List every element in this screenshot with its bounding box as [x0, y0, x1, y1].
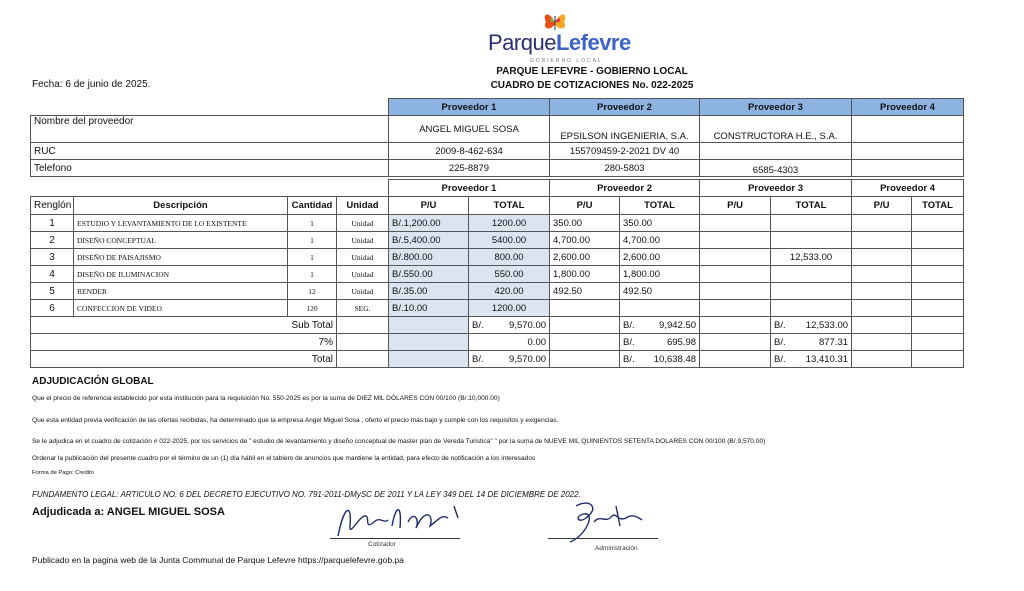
table-row: [31, 249, 964, 266]
cell-p1-pu: B/.800.00: [389, 249, 469, 266]
summary-cell: [469, 334, 550, 351]
cell-qty: 1: [288, 215, 337, 232]
cell-p4-total: [912, 215, 964, 232]
logo-subtitle: GOBIERNO LOCAL: [530, 58, 603, 64]
cell-p3-pu: [700, 249, 771, 266]
empty-cell: [852, 334, 912, 351]
summary-cell: Sub Total: [31, 317, 337, 334]
summary-cell: B/. 695.98: [620, 334, 700, 351]
signature-label-administracion: Administración: [595, 545, 638, 552]
empty-cell: [337, 317, 389, 334]
cell-p2-total: [620, 300, 700, 317]
cell-desc: ESTUDIO Y LEVANTAMIENTO DE LO EXISTENTE: [74, 215, 288, 232]
cell-unit: Unidad: [337, 283, 389, 300]
cell-n: 4: [31, 266, 74, 283]
cell-p1-total: 1200.00: [469, 215, 550, 232]
items-table: [30, 179, 964, 368]
cell-p4-pu: [852, 232, 912, 249]
cell-n: 1: [31, 215, 74, 232]
provider-header: Proveedor 3: [700, 180, 852, 197]
summary-cell: Total: [31, 351, 337, 368]
cell-unit: Unidad: [337, 249, 389, 266]
cell-qty: 1: [288, 266, 337, 283]
cell-n: 3: [31, 249, 74, 266]
forma-pago: Forma de Pago: Credito: [32, 470, 94, 476]
summary-cell: B/. 12,533.00: [771, 317, 852, 334]
cell-p3-total: 12,533.00: [771, 249, 852, 266]
cell-desc: DISEÑO DE PAISAJISMO: [74, 249, 288, 266]
cell-p2-total: 350.00: [620, 215, 700, 232]
cell-desc: RENDER: [74, 283, 288, 300]
summary-value: 12,533.00: [805, 319, 849, 331]
cell-unit: Unidad: [337, 232, 389, 249]
provider-header: Proveedor 2: [550, 180, 700, 197]
cell-p1-total: 800.00: [469, 249, 550, 266]
empty-cell: [700, 317, 771, 334]
summary-value: 695.98: [666, 336, 697, 348]
paragraph: Se le adjudica en el cuadro de cotización # 022-2025, por los servicios de " estudio de levantamiento y diseño conceptual de master plan de Vereda Turistica" " por la suma de NUEVE MIL QUINIENTOS SETENTA DOLARES CON 00/100 (B/.9,570.00): [32, 438, 766, 445]
cell-p1-pu: B/.35.00: [389, 283, 469, 300]
cell-n: 5: [31, 283, 74, 300]
provider-header: Proveedor 2: [550, 99, 700, 116]
cell-qty: 12: [288, 283, 337, 300]
cell-p4-pu: [852, 249, 912, 266]
cell-p4-total: [912, 300, 964, 317]
cell-p2-pu: 492.50: [550, 283, 620, 300]
empty-cell: [912, 317, 964, 334]
cell-p3-total: [771, 232, 852, 249]
cell-p1-total: 550.00: [469, 266, 550, 283]
signature-line: [330, 538, 460, 539]
summary-cell: B/. 9,570.00: [469, 351, 550, 368]
summary-row: [31, 351, 964, 368]
cell-unit: Unidad: [337, 266, 389, 283]
cell-p3-total: [771, 300, 852, 317]
paragraph: Que esta entidad previa verificación de las ofertas recibidas, ha determinado que la empresa Angel Miguel Sosa , ofertó el precio más bajo y cumple con los requisitos y exigencias.: [32, 417, 559, 424]
cell-n: 2: [31, 232, 74, 249]
empty-cell: [389, 351, 469, 368]
summary-cell: B/. 13,410.31: [771, 351, 852, 368]
provider-header: Proveedor 4: [852, 99, 964, 116]
empty-cell: [912, 334, 964, 351]
cell-p2-total: 492.50: [620, 283, 700, 300]
empty-cell: [700, 351, 771, 368]
logo: [480, 6, 650, 64]
adjudicacion-title: ADJUDICACIÓN GLOBAL: [32, 376, 154, 387]
table-row: [31, 266, 964, 283]
cell-p3-pu: [700, 283, 771, 300]
summary-row: [31, 334, 964, 351]
cell-p3-pu: [700, 215, 771, 232]
cell-qty: 120: [288, 300, 337, 317]
adjudicada-a: Adjudicada a: ANGEL MIGUEL SOSA: [32, 506, 225, 518]
summary-value: 9,570.00: [509, 353, 547, 365]
summary-cell: 7%: [31, 334, 337, 351]
table-row: [31, 283, 964, 300]
signature-label-cotizador: Cotizador: [368, 541, 396, 548]
cell-p3-pu: [700, 232, 771, 249]
cell-p2-pu: 350.00: [550, 215, 620, 232]
signature-administracion: [556, 496, 656, 548]
cell-p4-pu: [852, 266, 912, 283]
table-row: Nombre del proveedor ANGEL MIGUEL SOSA EPSILSON INGENIERIA, S.A. CONSTRUCTORA H.E., S.A.: [31, 116, 964, 143]
cell-desc: DISEÑO DE ILUMINACION: [74, 266, 288, 283]
signature-line: [548, 538, 658, 539]
cell-p2-pu: 4,700.00: [550, 232, 620, 249]
cell-p2-pu: [550, 300, 620, 317]
cell-p4-total: [912, 232, 964, 249]
empty-cell: [550, 317, 620, 334]
cell-p1-total: 1200.00: [469, 300, 550, 317]
provider-header: Proveedor 3: [700, 99, 852, 116]
provider-header: Proveedor 1: [389, 180, 550, 197]
summary-cell: B/. 10,638.48: [620, 351, 700, 368]
cell-p4-pu: [852, 300, 912, 317]
empty-cell: [550, 351, 620, 368]
cell-p1-pu: B/.5,400.00: [389, 232, 469, 249]
summary-value: 9,942.50: [659, 319, 697, 331]
empty-cell: [912, 351, 964, 368]
summary-row: [31, 317, 964, 334]
cell-p2-pu: 2,600.00: [550, 249, 620, 266]
cell-p3-pu: [700, 266, 771, 283]
summary-value: 13,410.31: [805, 353, 849, 365]
cell-unit: Unidad: [337, 215, 389, 232]
cell-p4-total: [912, 283, 964, 300]
empty-cell: [852, 351, 912, 368]
summary-cell: B/. 9,942.50: [620, 317, 700, 334]
empty-cell: [389, 317, 469, 334]
cell-p1-total: 5400.00: [469, 232, 550, 249]
logo-text: ParqueLefevre: [488, 30, 631, 55]
cell-p1-pu: B/.1,200.00: [389, 215, 469, 232]
document-date: Fecha: 6 de junio de 2025.: [32, 79, 151, 90]
table-header-row: Renglón Descripción Cantidad Unidad P/U TOTAL P/U TOTAL P/U TOTAL P/U TOTAL: [31, 197, 964, 215]
cell-desc: CONFECCION DE VIDEO: [74, 300, 288, 317]
document-title: PARQUE LEFEVRE - GOBIERNO LOCAL: [496, 66, 688, 77]
table-row: Telefono 225-8879 280-5803 6585-4303: [31, 160, 964, 177]
cell-p3-pu: [700, 300, 771, 317]
paragraph: Que el precio de referencia establecido por esta institución para la requisición No. 550-2025 es por la suma de DIEZ MIL DÓLARES CON 00/100 (B/.10,000.00): [32, 395, 500, 402]
cell-p4-pu: [852, 215, 912, 232]
cell-p2-pu: 1,800.00: [550, 266, 620, 283]
table-row: RUC 2009-8-462-634 155709459-2-2021 DV 40: [31, 143, 964, 160]
provider-header: Proveedor 4: [852, 180, 964, 197]
cell-p4-total: [912, 266, 964, 283]
cell-p2-total: 1,800.00: [620, 266, 700, 283]
cell-p2-total: 2,600.00: [620, 249, 700, 266]
cell-p4-total: [912, 249, 964, 266]
publication-note: Publicado en la pagina web de la Junta Communal de Parque Lefevre https://parquelefevre.gob.pa: [32, 555, 404, 565]
cell-p4-pu: [852, 283, 912, 300]
cell-qty: 1: [288, 249, 337, 266]
table-row: [31, 300, 964, 317]
empty-cell: [337, 334, 389, 351]
fundamento-legal: FUNDAMENTO LEGAL: ARTICULO NO. 6 DEL DECRETO EJECUTIVO NO. 791-2011-DMySC DE 2011 Y LA LEY 349 DEL 14 DE DICIEMBRE DE 2022.: [32, 490, 581, 499]
table-row: [31, 215, 964, 232]
paragraph: Ordenar la publicación del presente cuadro por el término de un (1) día hábil en el tablero de anuncios que mantiene la entidad, para efecto de notificación a los interesados: [32, 455, 536, 462]
cell-n: 6: [31, 300, 74, 317]
empty-cell: [852, 317, 912, 334]
providers-table: [30, 98, 964, 177]
cell-p3-total: [771, 215, 852, 232]
cell-p3-total: [771, 283, 852, 300]
empty-cell: [550, 334, 620, 351]
signature-cotizador: [330, 496, 470, 544]
cell-p2-total: 4,700.00: [620, 232, 700, 249]
summary-value: 9,570.00: [509, 319, 547, 331]
cell-desc: DISEÑO CONCEPTUAL: [74, 232, 288, 249]
empty-cell: [337, 351, 389, 368]
cell-p1-total: 420.00: [469, 283, 550, 300]
summary-value: 10,638.48: [653, 353, 697, 365]
empty-cell: [389, 334, 469, 351]
summary-cell: B/. 877.31: [771, 334, 852, 351]
cell-p3-total: [771, 266, 852, 283]
document-subtitle: CUADRO DE COTIZACIONES No. 022-2025: [490, 80, 694, 91]
cell-p1-pu: B/.550.00: [389, 266, 469, 283]
summary-cell: B/. 9,570.00: [469, 317, 550, 334]
empty-cell: [700, 334, 771, 351]
cell-unit: SEG.: [337, 300, 389, 317]
summary-value: 0.00: [527, 336, 547, 348]
provider-header: Proveedor 1: [389, 99, 550, 116]
table-row: [31, 232, 964, 249]
cell-p1-pu: B/.10.00: [389, 300, 469, 317]
summary-value: 877.31: [818, 336, 849, 348]
cell-qty: 1: [288, 232, 337, 249]
